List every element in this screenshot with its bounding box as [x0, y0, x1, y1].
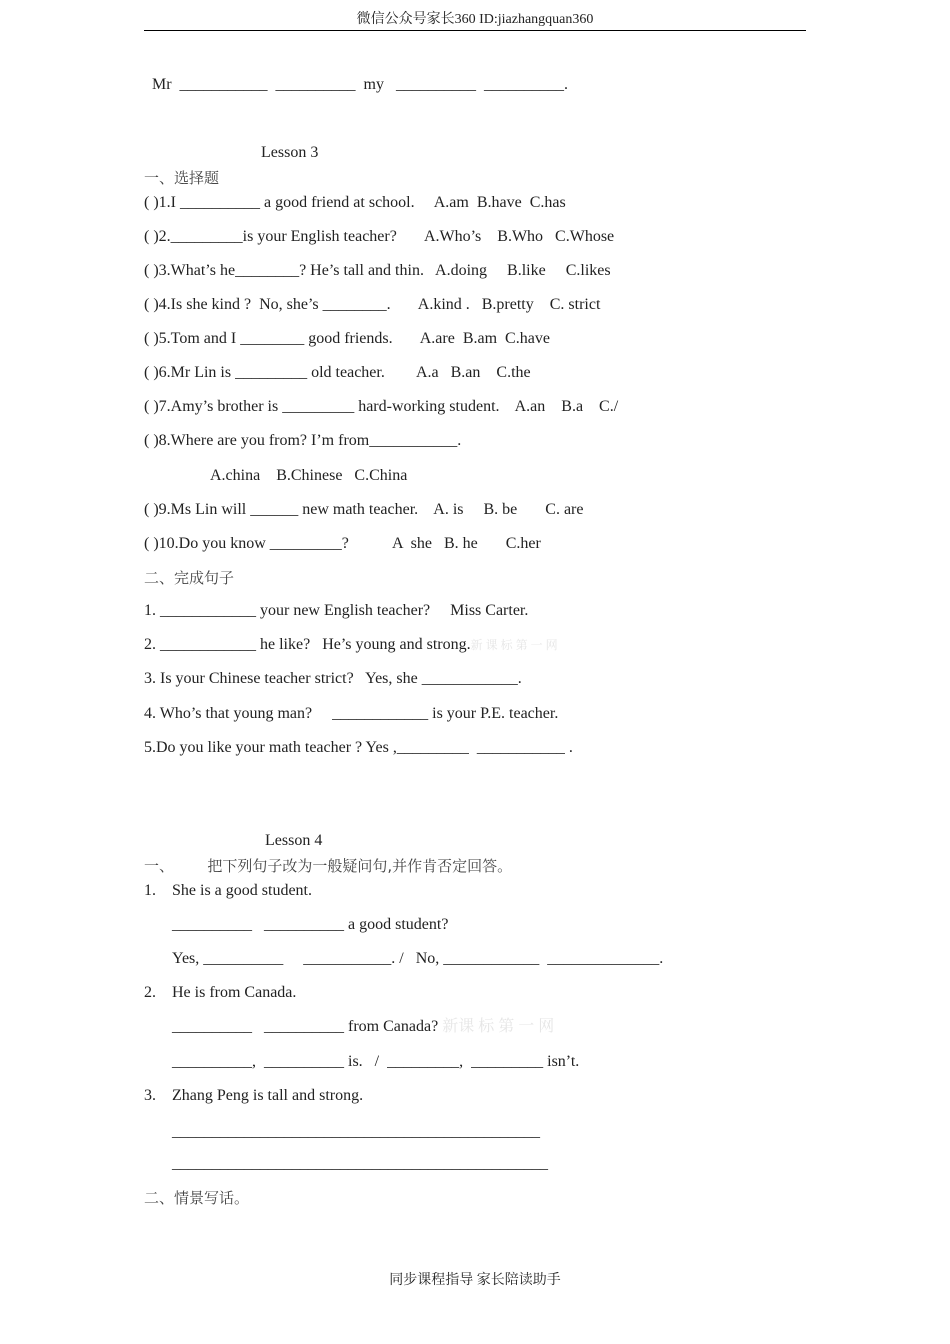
l3-question-6: ( )6.Mr Lin is _________ old teacher. A.a B.an C.the — [144, 364, 531, 381]
l4-item-1: 1. She is a good student. — [144, 882, 312, 899]
lesson3-section2-title: 二、完成句子 — [144, 569, 235, 587]
l3-sentence-4: 4. Who’s that young man? ____________ is your P.E. teacher. — [144, 705, 559, 722]
l4-item-1-question: __________ __________ a good student? — [172, 916, 449, 933]
l3-question-4: ( )4.Is she kind ? No, she’s ________. A.kind . B.pretty C. strict — [144, 296, 601, 313]
l4-item-2-question — [172, 1017, 554, 1037]
l3-sentence-2 — [144, 635, 558, 655]
l4-item-2-question-text: __________ __________ from Canada? — [172, 1018, 439, 1035]
l3-sentence-5: 5.Do you like your math teacher ? Yes ,_________ ___________ . — [144, 739, 573, 756]
l3-question-7: ( )7.Amy’s brother is _________ hard-working student. A.an B.a C./ — [144, 398, 619, 415]
lesson4-section2-title: 二、情景写话。 — [144, 1189, 250, 1207]
l4-item-3-line-2: _______________________________________________ — [172, 1155, 548, 1172]
l3-sentence-2-text: 2. ____________ he like? He’s young and strong. — [144, 636, 471, 653]
l3-question-5: ( )5.Tom and I ________ good friends. A.are B.am C.have — [144, 330, 550, 347]
page-header: 微信公众号家长360 ID:jiazhangquan360 — [356, 12, 594, 27]
l4-item-2-answers: __________, __________ is. / _________, _________ isn’t. — [172, 1053, 580, 1070]
watermark-text: 新 课 标 第 一 网 — [470, 638, 558, 652]
top-fill-line: Mr ___________ __________ my __________ __________. — [152, 76, 568, 93]
l3-question-8: ( )8.Where are you from? I’m from___________. — [144, 432, 462, 449]
l3-question-9: ( )9.Ms Lin will ______ new math teacher. A. is B. be C. are — [144, 501, 584, 518]
lesson3-title: Lesson 3 — [261, 144, 319, 161]
lesson4-section1-title: 一、 把下列句子改为一般疑问句,并作肯否定回答。 — [144, 857, 513, 875]
l4-item-2: 2. He is from Canada. — [144, 984, 297, 1001]
l3-question-10: ( )10.Do you know _________? A she B. he C.her — [144, 535, 541, 552]
watermark-text-2: 新课 标 第 一 网 — [442, 1018, 555, 1035]
l3-question-1: ( )1.I __________ a good friend at school. A.am B.have C.has — [144, 194, 566, 211]
l3-sentence-1: 1. ____________ your new English teacher? Miss Carter. — [144, 602, 529, 619]
header-rule — [144, 30, 806, 31]
lesson3-section1-title: 一、选择题 — [144, 169, 220, 187]
l3-sentence-3: 3. Is your Chinese teacher strict? Yes, she ____________. — [144, 670, 522, 687]
lesson4-title: Lesson 4 — [265, 832, 323, 849]
page-footer: 同步课程指导 家长陪读助手 — [389, 1273, 561, 1288]
l3-question-8-options: A.china B.Chinese C.China — [210, 467, 408, 484]
l4-item-3: 3. Zhang Peng is tall and strong. — [144, 1087, 364, 1104]
l4-item-1-answers: Yes, __________ ___________. / No, ____________ ______________. — [172, 950, 664, 967]
l3-question-3: ( )3.What’s he________? He’s tall and thin. A.doing B.like C.likes — [144, 262, 611, 279]
l3-question-2: ( )2._________is your English teacher? A.Who’s B.Who C.Whose — [144, 228, 615, 245]
l4-item-3-line-1: ______________________________________________ — [172, 1123, 540, 1140]
